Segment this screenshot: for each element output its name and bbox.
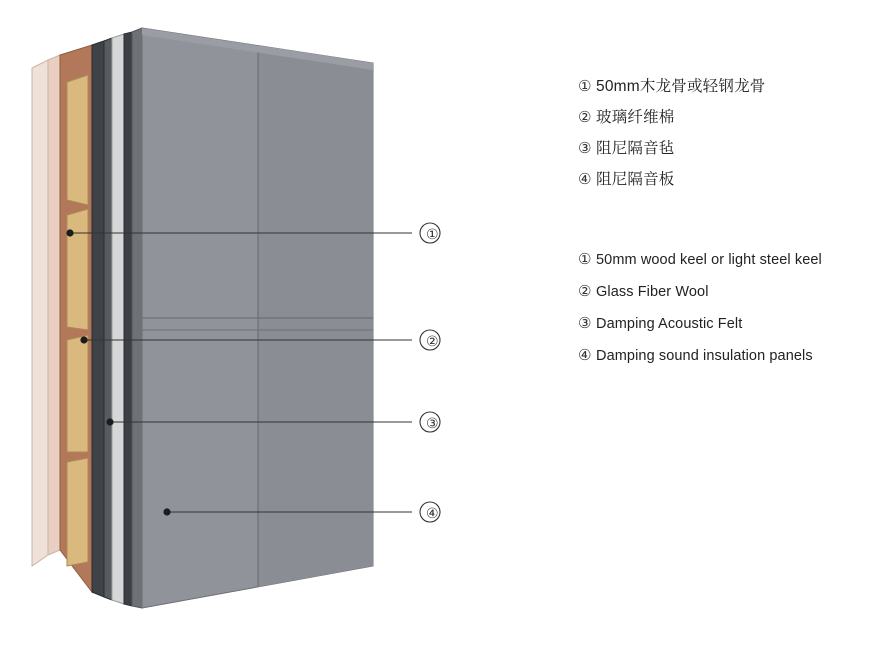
legend-label-3: 阻尼隔音毡 <box>596 140 675 158</box>
keel-frame-layer <box>60 45 92 592</box>
legend-marker-en-4: ④ <box>578 346 592 364</box>
legend-marker-1: ① <box>578 78 592 95</box>
callout-number-1: ① <box>426 226 439 242</box>
legend-label-1: 50mm木龙骨或轻钢龙骨 <box>596 78 766 95</box>
legend-item <box>578 316 878 333</box>
inner-board-layer <box>112 32 132 606</box>
legend-item <box>578 140 878 157</box>
legend-english <box>578 252 878 380</box>
legend-marker-en-1: ① <box>578 251 592 268</box>
legend-chinese <box>578 78 878 202</box>
legend-marker-3: ③ <box>578 140 592 158</box>
callout-circles <box>420 223 440 522</box>
legend-item <box>578 348 878 365</box>
legend-marker-en-3: ③ <box>578 314 592 332</box>
sound-insulation-panel-layer <box>132 28 373 608</box>
legend-label-en-3: Damping Acoustic Felt <box>596 315 743 332</box>
callout-number-2: ② <box>426 333 439 349</box>
legend-item <box>578 284 878 301</box>
legend-item <box>578 78 878 95</box>
legend-item <box>578 109 878 126</box>
callout-number-3: ③ <box>426 415 439 431</box>
legend-label-en-4: Damping sound insulation panels <box>596 347 813 364</box>
legend-label-en-2: Glass Fiber Wool <box>596 283 709 300</box>
legend-item <box>578 252 878 269</box>
damping-felt-layer <box>92 38 112 600</box>
legend-label-2: 玻璃纤维棉 <box>596 109 675 127</box>
legend-marker-2: ② <box>578 109 592 127</box>
substrate-wall-layer <box>32 55 60 566</box>
legend-item <box>578 171 878 188</box>
legend-label-4: 阻尼隔音板 <box>596 171 675 189</box>
legend-label-en-1: 50mm wood keel or light steel keel <box>596 252 822 268</box>
legend-marker-en-2: ② <box>578 282 592 300</box>
legend-marker-4: ④ <box>578 171 592 189</box>
callout-number-4: ④ <box>426 505 439 521</box>
